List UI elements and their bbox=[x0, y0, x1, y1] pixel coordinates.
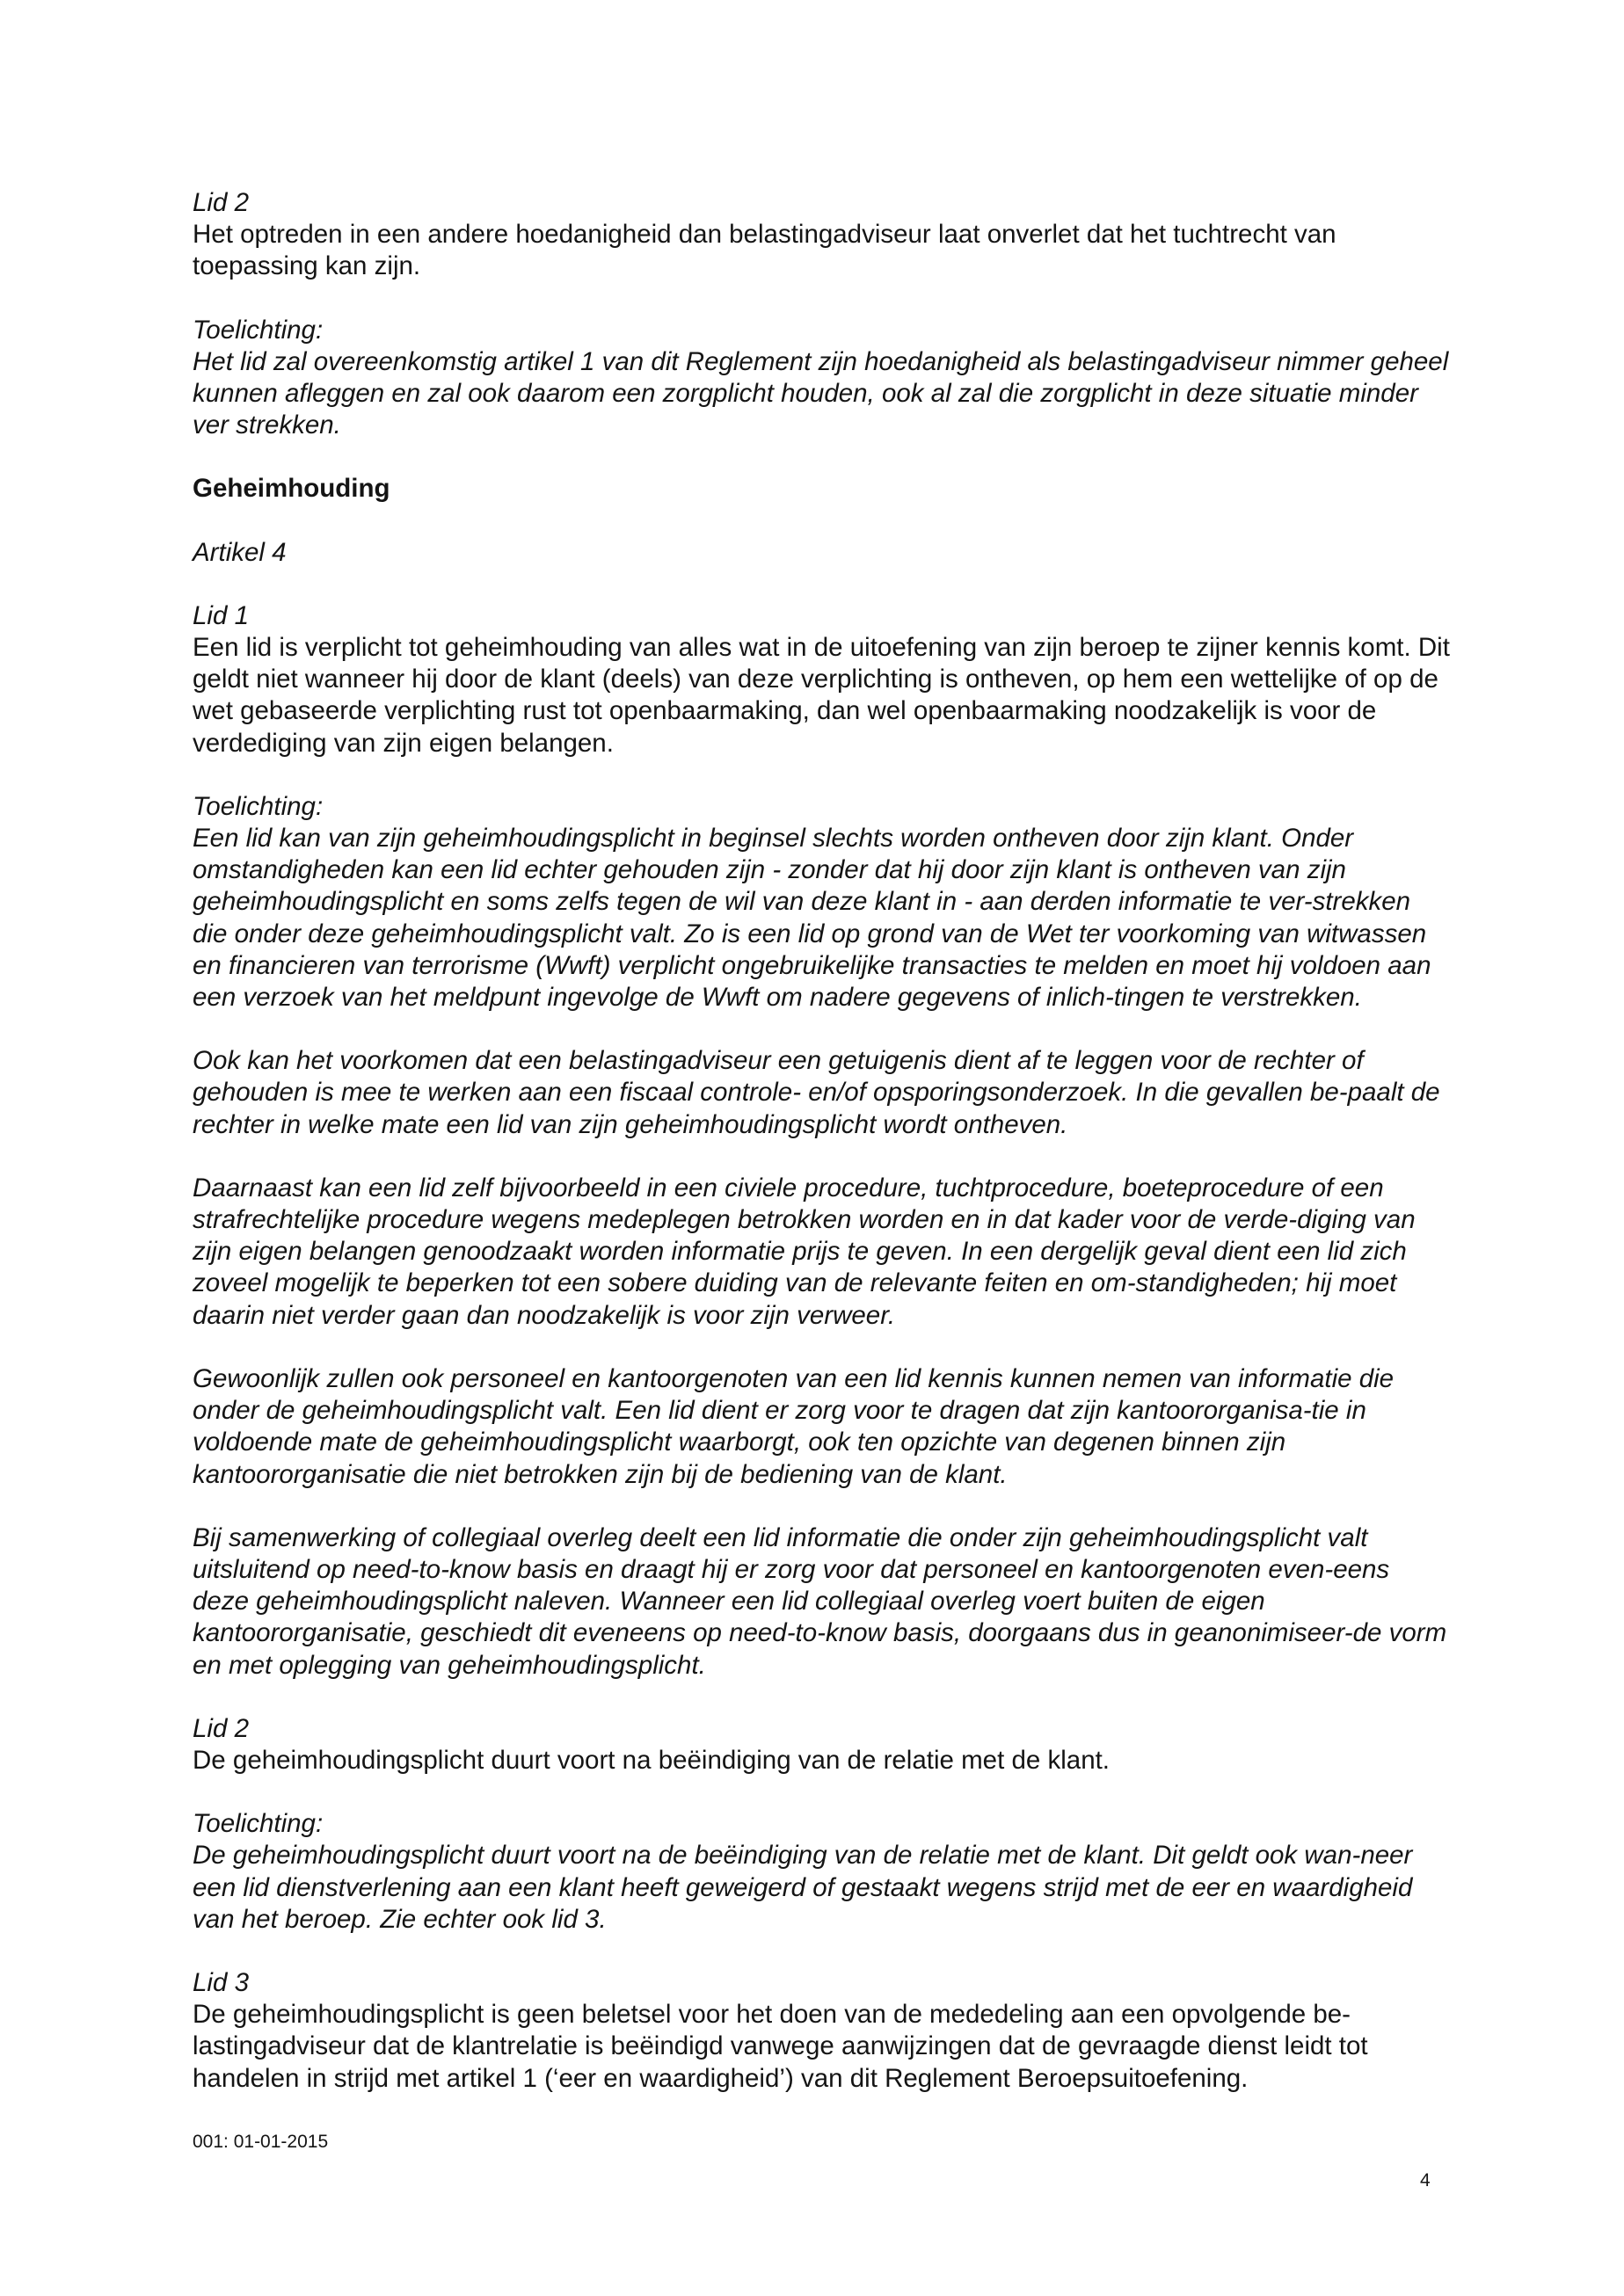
lid-2-geheimhouding-section bbox=[193, 1713, 1450, 1776]
lid-2-label: Lid 2 bbox=[193, 188, 249, 217]
toelichting-lid-1-paragraph-5-block bbox=[193, 1522, 1450, 1682]
article-heading: Artikel 4 bbox=[193, 537, 287, 567]
toelichting-lid-2-section bbox=[193, 1808, 1450, 1936]
document-page bbox=[193, 187, 1450, 2126]
article-heading-block bbox=[193, 537, 1450, 569]
lid-1-label: Lid 1 bbox=[193, 600, 249, 630]
toelichting-lid-1-paragraph-3-block bbox=[193, 1173, 1450, 1332]
footer-version-code: 001: 01-01-2015 bbox=[193, 2132, 329, 2152]
section-heading-block bbox=[193, 473, 1450, 505]
section-heading: Geheimhouding bbox=[193, 474, 390, 504]
toelichting-lid-1-paragraph-2: Ook kan het voorkomen dat een belastingadviseur een getuigenis dient af te leggen voor de rechter of gehouden is mee te werken aan een fiscaal controle- en/of opsporingsonderzoek. In die gevallen be-paalt de rechter in welke mate een lid van zijn geheimhoudingsplicht wordt ontheven. bbox=[193, 1046, 1440, 1139]
toelichting-lid-1-section bbox=[193, 791, 1450, 1014]
toelichting-lid-2-text: De geheimhoudingsplicht duurt voort na de beëindiging van de relatie met de klant. Dit geldt ook wan-neer een lid dienstverlening aan een klant heeft geweigerd of gestaakt wegens strijd met de eer en waardigheid van het beroep. Zie echter ook lid 3. bbox=[193, 1841, 1413, 1934]
toelichting-text: Het lid zal overeenkomstig artikel 1 van dit Reglement zijn hoedanigheid als belastingadviseur nimmer geheel kunnen afleggen en zal ook daarom een zorgplicht houden, ook al zal die zorgplicht in deze situatie minder ver strekken. bbox=[193, 346, 1449, 440]
toelichting-lid-1-paragraph-1: Een lid kan van zijn geheimhoudingsplicht in beginsel slechts worden ontheven door zijn klant. Onder omstandigheden kan een lid echter gehouden zijn - zonder dat hij door zijn klant is ontheven van zijn geheimhoudingsplicht en soms zelfs tegen de wil van deze klant in - aan derden informatie te ver-strekken die onder deze geheimhoudingsplicht valt. Zo is een lid op grond van de Wet ter voorkoming van witwassen en financieren van terrorisme (Wwft) verplicht ongebruikelijke transacties te melden en moet hij voldoen aan een verzoek van het meldpunt ingevolge de Wwft om nadere gegevens of inlich-tingen te verstrekken. bbox=[193, 824, 1431, 1013]
toelichting-lid-1-paragraph-2-block bbox=[193, 1045, 1450, 1141]
lid-3-label: Lid 3 bbox=[193, 1967, 249, 1997]
lid-3-section bbox=[193, 1967, 1450, 2095]
toelichting-lid-1-paragraph-3: Daarnaast kan een lid zelf bijvoorbeeld in een civiele procedure, tuchtprocedure, boeteprocedure of een strafrechtelijke procedure wegens medeplegen betrokken worden en in dat kader voor de verde-diging van zijn eigen belangen genoodzaakt worden informatie prijs te geven. In een dergelijk geval dient een lid zich zoveel mogelijk te beperken tot een sobere duiding van de relevante feiten en om-standigheden; hij moet daarin niet verder gaan dan noodzakelijk is voor zijn verweer. bbox=[193, 1173, 1416, 1330]
page-number: 4 bbox=[1420, 2170, 1431, 2191]
lid-2-geheimhouding-label: Lid 2 bbox=[193, 1713, 249, 1743]
toelichting-lid-1-paragraph-5: Bij samenwerking of collegiaal overleg deelt een lid informatie die onder zijn geheimhoudingsplicht valt uitsluitend op need-to-know basis en draagt hij er zorg voor dat personeel en kantoorgenoten even-eens deze geheimhoudingsplicht naleven. Wanneer een lid collegiaal overleg voert buiten de eigen kantoororganisatie, geschiedt dit eveneens op need-to-know basis, doorgaans dus in geanonimiseer-de vorm en met oplegging van geheimhoudingsplicht. bbox=[193, 1522, 1447, 1680]
toelichting-section bbox=[193, 315, 1450, 442]
toelichting-lid-1-label: Toelichting: bbox=[193, 791, 324, 821]
toelichting-lid-2-label: Toelichting: bbox=[193, 1809, 324, 1839]
toelichting-lid-1-paragraph-4: Gewoonlijk zullen ook personeel en kantoorgenoten van een lid kennis kunnen nemen van informatie die onder de geheimhoudingsplicht valt. Een lid dient er zorg voor te dragen dat zijn kantoororganisa-tie in voldoende mate de geheimhoudingsplicht waarborgt, ook ten opzichte van degenen binnen zijn kantoororganisatie die niet betrokken zijn bij de bediening van de klant. bbox=[193, 1363, 1395, 1489]
lid-1-text: Een lid is verplicht tot geheimhouding van alles wat in de uitoefening van zijn beroep te zijner kennis komt. Dit geldt niet wanneer hij door de klant (deels) van deze verplichting is ontheven, op hem een wettelijke of op de wet gebaseerde verplichting rust tot openbaarmaking, dan wel openbaarmaking noodzakelijk is voor de verdediging van zijn eigen belangen. bbox=[193, 633, 1450, 758]
lid-3-text: De geheimhoudingsplicht is geen beletsel voor het doen van de mededeling aan een opvolgende be-lastingadviseur dat de klantrelatie is beëindigd vanwege aanwijzingen dat de gevraagde dienst leidt tot handelen in strijd met artikel 1 (‘eer en waardigheid’) van dit Reglement Beroepsuitoefening. bbox=[193, 2000, 1368, 2093]
lid-2-text: Het optreden in een andere hoedanigheid dan belastingadviseur laat onverlet dat het tuchtrecht van toepassing kan zijn. bbox=[193, 220, 1336, 281]
lid-2-geheimhouding-text: De geheimhoudingsplicht duurt voort na beëindiging van de relatie met de klant. bbox=[193, 1745, 1111, 1775]
lid-2-section bbox=[193, 187, 1450, 283]
toelichting-lid-1-paragraph-4-block bbox=[193, 1363, 1450, 1491]
lid-1-section bbox=[193, 600, 1450, 759]
toelichting-label: Toelichting: bbox=[193, 315, 324, 345]
